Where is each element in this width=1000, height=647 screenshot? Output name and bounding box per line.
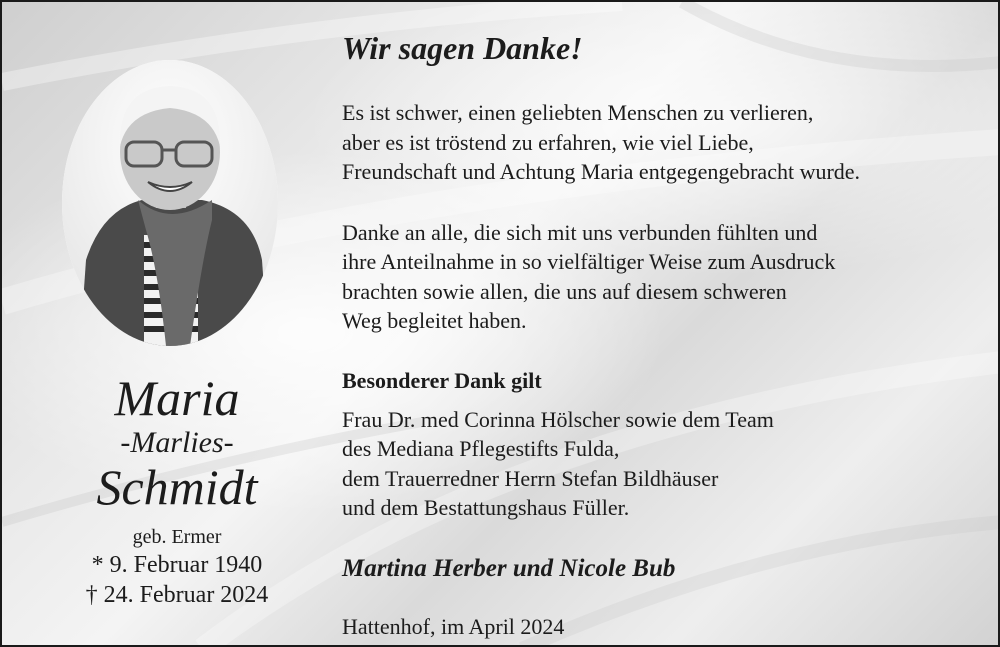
portrait-photo	[62, 60, 278, 346]
special-thanks-list	[342, 405, 982, 523]
special-thanks-line: dem Trauerredner Herrn Stefan Bildhäuser	[342, 465, 719, 491]
thanks-text	[342, 28, 982, 641]
special-thanks-line: Frau Dr. med Corinna Hölscher sowie dem Team	[342, 406, 774, 432]
paragraph-2-line: brachten sowie allen, die uns auf diesem schweren	[342, 278, 787, 304]
paragraph-1-line: Es ist schwer, einen geliebten Menschen zu verlieren,	[342, 100, 814, 125]
last-name: Schmidt	[96, 459, 258, 515]
heading: Wir sagen Danke!	[342, 30, 583, 66]
signature: Martina Herber und Nicole Bub	[342, 554, 676, 582]
birth-name: geb. Ermer	[132, 526, 222, 548]
deceased-info	[42, 370, 312, 610]
first-name: Maria	[114, 370, 240, 426]
special-thanks-line: und dem Bestattungshaus Füller.	[342, 495, 630, 520]
paragraph-2-line: ihre Anteilnahme in so vielfältiger Weise zum Ausdruck	[342, 249, 836, 274]
special-thanks-line: des Mediana Pflegestifts Fulda,	[342, 436, 620, 461]
portrait-icon	[62, 60, 278, 346]
nickname: -Marlies-	[120, 426, 234, 459]
paragraph-2-line: Danke an alle, die sich mit uns verbunden fühlten und	[342, 219, 818, 245]
special-thanks-title: Besonderer Dank gilt	[342, 367, 542, 393]
paragraph-2-line: Weg begleitet haben.	[342, 308, 527, 333]
paragraph-2	[342, 218, 982, 336]
birth-date: * 9. Februar 1940	[91, 552, 263, 578]
place-date: Hattenhof, im April 2024	[342, 613, 565, 639]
paragraph-1-line: Freundschaft und Achtung Maria entgegengebracht wurde.	[342, 159, 861, 184]
paragraph-1	[342, 98, 982, 187]
paragraph-1-line: aber es ist tröstend zu erfahren, wie viel Liebe,	[342, 129, 754, 155]
death-date: † 24. Februar 2024	[85, 582, 269, 608]
